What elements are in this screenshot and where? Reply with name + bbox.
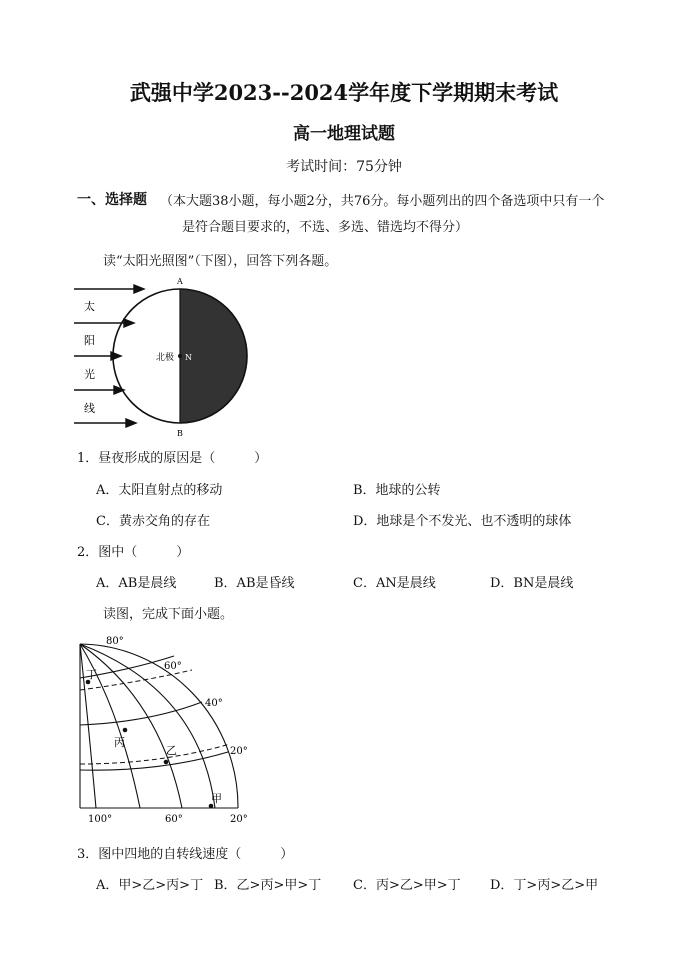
- meridian-4: [80, 644, 215, 808]
- north-pole-dot: [178, 354, 182, 358]
- outer-meridian: [80, 644, 238, 808]
- point-jia-label: 甲: [211, 792, 222, 805]
- question-intro: 读“太阳光照图”（下图），回答下列各题。: [103, 254, 338, 269]
- lon-100-label: 100°: [88, 814, 113, 825]
- sunlight-diagram: [70, 274, 260, 440]
- lon-60-label: 60°: [165, 814, 183, 825]
- point-ding-label: 丁: [86, 668, 97, 681]
- q1-option-a: A．太阳直射点的移动: [96, 483, 223, 498]
- sun-char-1: 太: [84, 300, 95, 313]
- lon-20-label: 20°: [230, 814, 248, 825]
- lat-60-label: 60°: [164, 661, 182, 672]
- q2-option-d: D．BN是晨线: [490, 576, 574, 591]
- section-heading: [77, 189, 147, 209]
- label-n: N: [185, 353, 192, 362]
- q2-option-c: C．AN是晨线: [353, 576, 436, 591]
- point-bing: [123, 728, 128, 733]
- sun-char-2: 阳: [84, 334, 95, 347]
- q3-option-b: B．乙>丙>甲>丁: [214, 878, 322, 893]
- q1-option-c: C．黄赤交角的存在: [96, 514, 210, 529]
- q1-option-d: D．地球是个不发光、也不透明的球体: [353, 514, 572, 529]
- dashed-parallel-lower: [80, 744, 230, 764]
- point-yi: [164, 760, 169, 765]
- sun-char-3: 光: [84, 368, 95, 381]
- point-yi-label: 乙: [166, 744, 177, 757]
- lat-40-label: 40°: [205, 698, 223, 709]
- sun-char-4: 线: [84, 402, 95, 415]
- label-a: A: [177, 277, 183, 286]
- q3-option-a: A．甲>乙>丙>丁: [96, 878, 204, 893]
- exam-title: 武强中学2023--2024学年度下学期期末考试: [129, 80, 559, 105]
- lat-20-label: 20°: [230, 746, 248, 757]
- point-bing-label: 丙: [114, 736, 125, 749]
- label-north-pole: 北极: [156, 353, 175, 363]
- q2-option-b: B．AB是昏线: [214, 576, 295, 591]
- question-1-stem: 1．昼夜形成的原因是（ ）: [77, 451, 268, 466]
- q3-option-d: D．丁>丙>乙>甲: [490, 878, 599, 893]
- q1-option-b: B．地球的公转: [353, 483, 441, 498]
- q3-option-c: C．丙>乙>甲>丁: [353, 878, 461, 893]
- section-instruction-line1: （本大题38小题，每小题2分，共76分。每小题列出的四个备选项中只有一个: [160, 194, 605, 209]
- question-intro-2: 读图，完成下面小题。: [103, 607, 234, 622]
- exam-time: 考试时间：75分钟: [286, 159, 402, 175]
- label-b: B: [177, 429, 183, 438]
- lat-80-label: 80°: [106, 636, 124, 647]
- exam-subtitle: 高一地理试题: [293, 124, 395, 144]
- q2-option-a: A．AB是晨线: [96, 576, 177, 591]
- section-title: 一、选择题: [77, 192, 147, 208]
- question-2-stem: 2．图中（ ）: [77, 545, 190, 560]
- latlon-grid-figure: [70, 630, 260, 826]
- question-3-stem: 3．图中四地的自转线速度（ ）: [77, 847, 294, 862]
- section-instruction-line2: 是符合题目要求的，不选、多选、错选均不得分）: [182, 220, 469, 235]
